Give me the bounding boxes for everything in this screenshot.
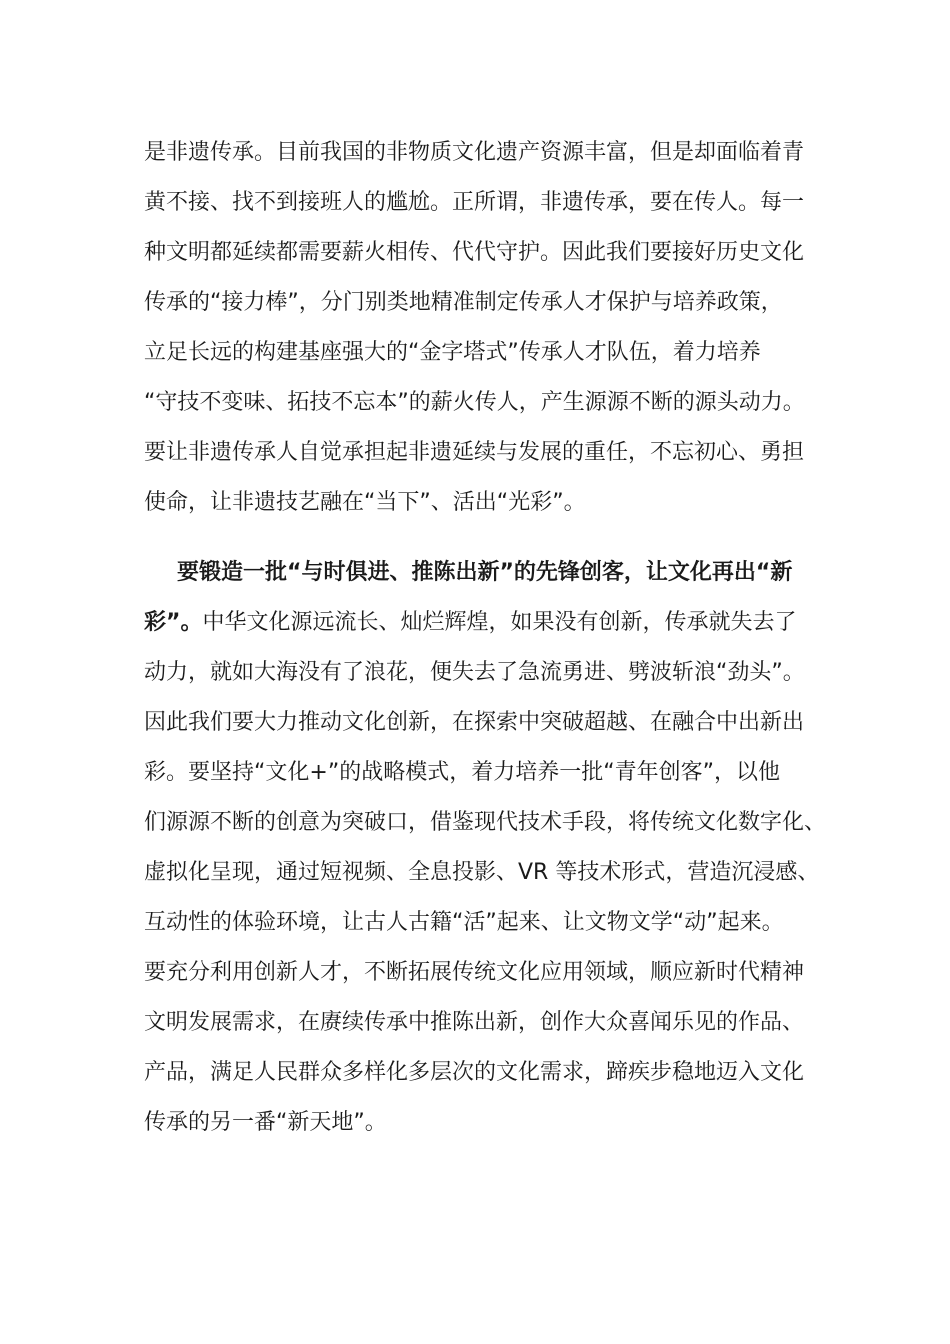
text-line: 产品，满足人民群众多样化多层次的文化需求，蹄疾步稳地迈入文化: [144, 1060, 805, 1085]
text-line: 黄不接、找不到接班人的尴尬。正所谓，非遗传承，要在传人。每一: [144, 190, 805, 215]
text-line: 互动性的体验环境，让古人古籍“活”起来、让文物文学“动”起来。: [144, 910, 784, 935]
text-line: 种文明都延续都需要薪火相传、代代守护。因此我们要接好历史文化: [144, 240, 805, 265]
text-line: 传承的“接力棒”，分门别类地精准制定传承人才保护与培养政策，: [144, 290, 783, 315]
paragraph-heritage-inheritance: [144, 128, 816, 528]
paragraph-heading-line: 要锻造一批“与时俱进、推陈出新”的先锋创客，让文化再出“新: [177, 560, 793, 585]
text-line-rest: 中华文化源远流长、灿烂辉煌，如果没有创新，传承就失去了: [202, 610, 797, 635]
text-line: 动力，就如大海没有了浪花，便失去了急流勇进、劈波斩浪“劲头”。: [144, 660, 805, 685]
text-line: 虚拟化呈现，通过短视频、全息投影、VR 等技术形式，营造沉浸感、: [144, 860, 820, 885]
text-line: 要充分利用创新人才，不断拓展传统文化应用领域，顺应新时代精神: [144, 960, 805, 985]
paragraph-innovation-creators: [144, 548, 827, 1148]
text-line: 彩。要坚持“文化+”的战略模式，着力培养一批“青年创客”，以他: [144, 760, 781, 785]
text-line: 传承的另一番“新天地”。: [144, 1110, 387, 1135]
paragraph-heading-end: 彩”。: [144, 610, 203, 635]
text-line: 们源源不断的创意为突破口，借鉴现代技术手段，将传统文化数字化、: [144, 810, 827, 835]
text-line: 使命，让非遗技艺融在“当下”、活出“光彩”。: [144, 490, 586, 515]
text-line: [144, 598, 816, 648]
text-line: 立足长远的构建基座强大的“金字塔式”传承人才队伍，着力培养: [144, 340, 761, 365]
text-line: 文明发展需求，在赓续传承中推陈出新，创作大众喜闻乐见的作品、: [144, 1010, 805, 1035]
text-line: “守技不变味、拓技不忘本”的薪火传人，产生源源不断的源头动力。: [144, 390, 805, 415]
text-line: 因此我们要大力推动文化创新，在探索中突破超越、在融合中出新出: [144, 710, 805, 735]
text-line: 是非遗传承。目前我国的非物质文化遗产资源丰富，但是却面临着青: [144, 140, 805, 165]
text-line: 要让非遗传承人自觉承担起非遗延续与发展的重任，不忘初心、勇担: [144, 440, 805, 465]
